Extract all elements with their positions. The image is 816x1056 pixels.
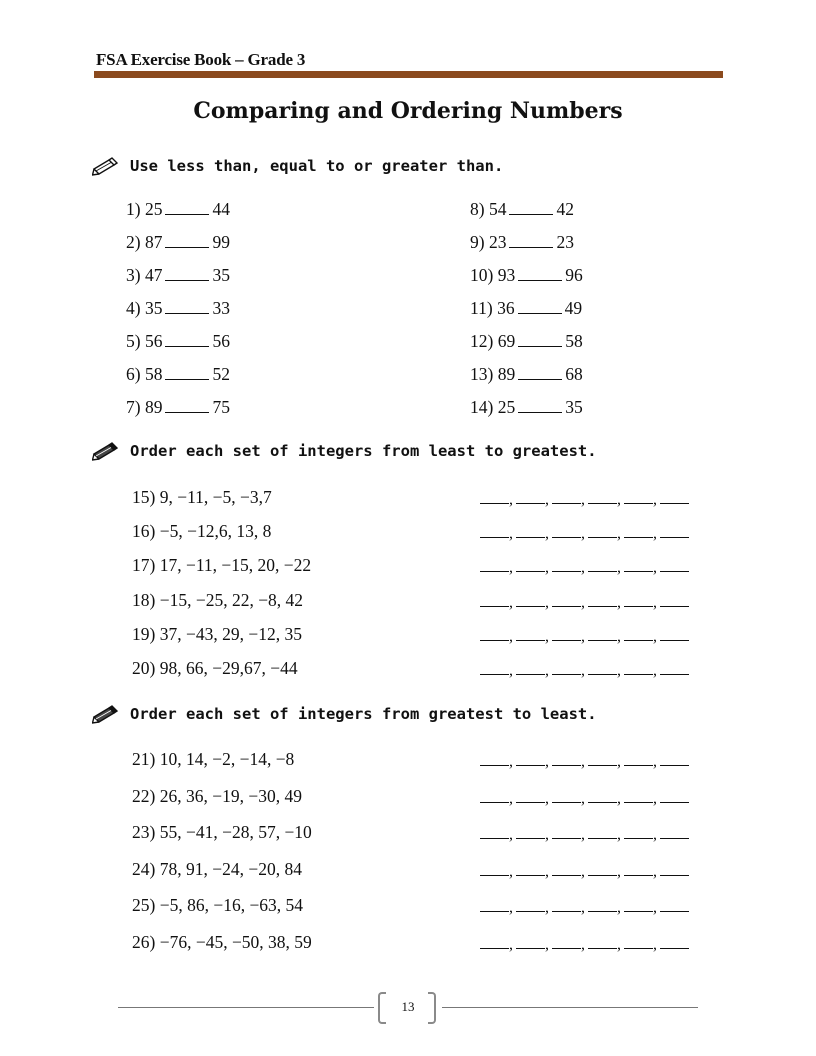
- answer-blank[interactable]: [588, 751, 617, 766]
- answer-blank[interactable]: [660, 489, 689, 504]
- separator: ,: [617, 662, 621, 679]
- answer-blank[interactable]: [518, 365, 562, 380]
- answer-blanks: [480, 660, 689, 680]
- separator: ,: [617, 627, 621, 645]
- answer-blank[interactable]: [552, 861, 581, 876]
- answer-blank[interactable]: [588, 523, 617, 538]
- comparison-problem: [470, 298, 582, 319]
- first-number: 89: [144, 397, 163, 417]
- section-1-heading: [92, 156, 503, 176]
- second-number: 68: [565, 364, 583, 384]
- answer-blank[interactable]: [509, 200, 553, 215]
- separator: ,: [581, 491, 585, 508]
- separator: ,: [653, 899, 657, 917]
- separator: ,: [509, 662, 513, 679]
- pencil-icon: [92, 156, 120, 176]
- separator: ,: [617, 862, 621, 880]
- answer-blanks: [480, 489, 689, 509]
- answer-blank[interactable]: [165, 200, 209, 215]
- answer-blank[interactable]: [165, 332, 209, 347]
- separator: ,: [617, 826, 621, 844]
- problem-number: 22): [132, 785, 156, 806]
- separator: ,: [581, 789, 585, 807]
- problem-number: 15): [132, 487, 156, 507]
- comparison-problem: [470, 364, 583, 385]
- answer-blanks: [480, 788, 689, 808]
- answer-blank[interactable]: [480, 897, 509, 912]
- separator: ,: [509, 826, 513, 844]
- answer-blank[interactable]: [624, 626, 653, 641]
- answer-blank[interactable]: [624, 751, 653, 766]
- problem-number: 2): [126, 232, 141, 252]
- answer-blanks: [480, 592, 689, 612]
- answer-blank[interactable]: [516, 523, 545, 538]
- comparison-problem: [126, 232, 230, 253]
- problem-number: 23): [132, 822, 156, 843]
- answer-blanks: [480, 824, 689, 844]
- answer-blank[interactable]: [588, 934, 617, 949]
- answer-blank[interactable]: [516, 934, 545, 949]
- answer-blank[interactable]: [624, 824, 653, 839]
- second-number: 23: [556, 232, 574, 252]
- problem-number: 25): [132, 895, 156, 916]
- answer-blank[interactable]: [660, 660, 689, 675]
- separator: ,: [581, 753, 585, 770]
- integer-set: 9, −11, −5, −3,7: [159, 487, 272, 507]
- answer-blank[interactable]: [516, 824, 545, 839]
- problem-number: 16): [132, 521, 156, 542]
- second-number: 56: [212, 331, 230, 351]
- problem-number: 21): [132, 749, 156, 769]
- integer-set: 37, −43, 29, −12, 35: [159, 623, 302, 644]
- answer-blank[interactable]: [518, 398, 562, 413]
- ordering-problem: [132, 658, 298, 679]
- separator: ,: [581, 936, 585, 953]
- comparison-problem: [126, 331, 230, 352]
- page-title: Comparing and Ordering Numbers: [193, 98, 623, 124]
- answer-blank[interactable]: [518, 299, 562, 314]
- separator: ,: [617, 525, 621, 543]
- separator: ,: [545, 491, 549, 508]
- second-number: 49: [564, 298, 583, 318]
- problem-number: 20): [132, 658, 156, 678]
- integer-set: −5, 86, −16, −63, 54: [159, 895, 304, 916]
- separator: ,: [617, 753, 621, 770]
- answer-blank[interactable]: [165, 266, 209, 281]
- integer-set: 78, 91, −24, −20, 84: [159, 858, 302, 879]
- separator: ,: [653, 862, 657, 880]
- section-1-instruction: Use less than, equal to or greater than.: [130, 157, 504, 175]
- answer-blank[interactable]: [516, 861, 545, 876]
- separator: ,: [509, 491, 513, 508]
- comparison-problem: [126, 397, 230, 418]
- answer-blank[interactable]: [552, 897, 581, 912]
- separator: ,: [545, 559, 549, 577]
- answer-blank[interactable]: [516, 557, 545, 572]
- second-number: 35: [565, 397, 583, 417]
- ordering-problem: [132, 786, 302, 807]
- problem-number: 7): [126, 397, 141, 417]
- ordering-problem: [132, 749, 294, 770]
- integer-set: −15, −25, 22, −8, 42: [159, 589, 304, 610]
- comparison-problem: [126, 265, 230, 286]
- separator: ,: [545, 899, 549, 917]
- problem-number: 8): [470, 199, 485, 219]
- second-number: 42: [556, 199, 574, 219]
- answer-blank[interactable]: [480, 489, 509, 504]
- separator: ,: [581, 826, 585, 844]
- answer-blank[interactable]: [552, 824, 581, 839]
- answer-blank[interactable]: [552, 934, 581, 949]
- answer-blank[interactable]: [516, 751, 545, 766]
- separator: ,: [545, 826, 549, 844]
- answer-blanks: [480, 523, 689, 543]
- separator: ,: [581, 899, 585, 917]
- second-number: 35: [212, 265, 230, 285]
- answer-blank[interactable]: [660, 626, 689, 641]
- answer-blank[interactable]: [480, 557, 509, 572]
- problem-number: 9): [470, 232, 485, 252]
- separator: ,: [509, 899, 513, 917]
- separator: ,: [545, 525, 549, 543]
- section-3-instruction: Order each set of integers from greatest to least.: [130, 705, 597, 723]
- second-number: 75: [212, 397, 230, 417]
- separator: ,: [545, 789, 549, 807]
- problem-number: 19): [132, 623, 156, 644]
- problem-number: 6): [126, 364, 141, 384]
- separator: ,: [653, 789, 657, 807]
- comparison-problem: [126, 298, 230, 319]
- section-2-heading: [92, 441, 597, 461]
- second-number: 44: [212, 199, 230, 219]
- section-2-instruction: Order each set of integers from least to greatest.: [130, 442, 597, 460]
- answer-blank[interactable]: [660, 751, 689, 766]
- comparison-problem: [470, 397, 583, 418]
- comparison-problem: [470, 331, 583, 352]
- ordering-problem: [132, 487, 272, 508]
- answer-blank[interactable]: [588, 626, 617, 641]
- page-number: 13: [401, 999, 415, 1014]
- answer-blank[interactable]: [516, 592, 545, 607]
- ordering-problem: [132, 555, 311, 576]
- separator: ,: [653, 491, 657, 508]
- problem-number: 14): [470, 397, 494, 417]
- first-number: 56: [144, 331, 163, 351]
- answer-blank[interactable]: [588, 788, 617, 803]
- second-number: 99: [212, 232, 230, 252]
- answer-blanks: [480, 861, 689, 881]
- answer-blank[interactable]: [480, 626, 509, 641]
- answer-blank[interactable]: [552, 489, 581, 504]
- comparison-problem: [470, 199, 574, 220]
- first-number: 87: [144, 232, 163, 252]
- separator: ,: [545, 862, 549, 880]
- separator: ,: [653, 525, 657, 543]
- first-number: 35: [144, 298, 163, 318]
- answer-blank[interactable]: [624, 592, 653, 607]
- answer-blank[interactable]: [516, 788, 545, 803]
- separator: ,: [581, 662, 585, 679]
- answer-blank[interactable]: [552, 788, 581, 803]
- separator: ,: [653, 753, 657, 770]
- answer-blank[interactable]: [660, 897, 689, 912]
- separator: ,: [617, 491, 621, 508]
- separator: ,: [545, 936, 549, 953]
- second-number: 96: [565, 265, 583, 285]
- first-number: 36: [497, 298, 515, 318]
- integer-set: −76, −45, −50, 38, 59: [159, 932, 312, 952]
- answer-blank[interactable]: [660, 861, 689, 876]
- separator: ,: [509, 627, 513, 645]
- first-number: 69: [497, 331, 516, 351]
- answer-blank[interactable]: [660, 592, 689, 607]
- integer-set: 55, −41, −28, 57, −10: [159, 822, 312, 843]
- answer-blank[interactable]: [588, 897, 617, 912]
- separator: ,: [617, 593, 621, 611]
- answer-blanks: [480, 557, 689, 577]
- answer-blank[interactable]: [588, 824, 617, 839]
- problem-number: 18): [132, 589, 156, 610]
- separator: ,: [581, 525, 585, 543]
- separator: ,: [581, 862, 585, 880]
- ordering-problem: [132, 590, 303, 611]
- answer-blank[interactable]: [480, 660, 509, 675]
- second-number: 52: [212, 364, 230, 384]
- answer-blank[interactable]: [518, 266, 562, 281]
- ordering-problem: [132, 932, 312, 953]
- problem-number: 5): [126, 331, 141, 351]
- separator: ,: [617, 789, 621, 807]
- answer-blank[interactable]: [624, 489, 653, 504]
- answer-blank[interactable]: [660, 523, 689, 538]
- answer-blank[interactable]: [588, 592, 617, 607]
- answer-blank[interactable]: [552, 751, 581, 766]
- separator: ,: [653, 559, 657, 577]
- answer-blank[interactable]: [588, 489, 617, 504]
- answer-blank[interactable]: [518, 332, 562, 347]
- separator: ,: [617, 899, 621, 917]
- answer-blanks: [480, 934, 689, 954]
- separator: ,: [545, 753, 549, 770]
- first-number: 23: [488, 232, 507, 252]
- problem-number: 13): [470, 364, 494, 384]
- second-number: 58: [565, 331, 583, 351]
- separator: ,: [509, 593, 513, 611]
- problem-number: 17): [132, 555, 156, 576]
- section-3-heading: [92, 704, 597, 724]
- answer-blank[interactable]: [624, 660, 653, 675]
- answer-blank[interactable]: [516, 897, 545, 912]
- separator: ,: [653, 826, 657, 844]
- first-number: 93: [497, 265, 516, 285]
- separator: ,: [617, 936, 621, 953]
- separator: ,: [509, 559, 513, 577]
- ordering-problem: [132, 822, 312, 843]
- answer-blank[interactable]: [480, 788, 509, 803]
- ordering-problem: [132, 895, 303, 916]
- comparison-problem: [126, 199, 230, 220]
- answer-blank[interactable]: [660, 557, 689, 572]
- problem-number: 4): [126, 298, 141, 318]
- problem-number: 26): [132, 932, 156, 952]
- answer-blank[interactable]: [588, 660, 617, 675]
- comparison-problem: [470, 265, 583, 286]
- first-number: 54: [488, 199, 507, 219]
- answer-blank[interactable]: [624, 897, 653, 912]
- answer-blank[interactable]: [552, 523, 581, 538]
- answer-blank[interactable]: [660, 934, 689, 949]
- integer-set: −5, −12,6, 13, 8: [159, 521, 272, 542]
- answer-blank[interactable]: [552, 592, 581, 607]
- integer-set: 98, 66, −29,67, −44: [159, 658, 298, 678]
- answer-blank[interactable]: [165, 365, 209, 380]
- ordering-problem: [132, 859, 302, 880]
- separator: ,: [545, 593, 549, 611]
- footer-rule-left: [118, 1007, 374, 1008]
- answer-blank[interactable]: [480, 824, 509, 839]
- answer-blank[interactable]: [480, 934, 509, 949]
- integer-set: 10, 14, −2, −14, −8: [159, 749, 295, 769]
- book-header: FSA Exercise Book – Grade 3: [96, 50, 306, 69]
- answer-blank[interactable]: [624, 557, 653, 572]
- problem-number: 10): [470, 265, 494, 285]
- separator: ,: [509, 936, 513, 953]
- separator: ,: [509, 525, 513, 543]
- answer-blank[interactable]: [480, 523, 509, 538]
- answer-blank[interactable]: [480, 861, 509, 876]
- problem-number: 12): [470, 331, 494, 351]
- answer-blank[interactable]: [624, 788, 653, 803]
- separator: ,: [581, 559, 585, 577]
- comparison-problem: [470, 232, 574, 253]
- pencil-icon: [92, 441, 120, 461]
- separator: ,: [653, 936, 657, 953]
- answer-blank[interactable]: [509, 233, 553, 248]
- answer-blank[interactable]: [624, 934, 653, 949]
- integer-set: 26, 36, −19, −30, 49: [159, 785, 302, 806]
- answer-blank[interactable]: [516, 660, 545, 675]
- answer-blank[interactable]: [552, 660, 581, 675]
- answer-blank[interactable]: [588, 861, 617, 876]
- answer-blank[interactable]: [552, 557, 581, 572]
- separator: ,: [509, 789, 513, 807]
- answer-blank[interactable]: [660, 824, 689, 839]
- answer-blank[interactable]: [516, 626, 545, 641]
- problem-number: 11): [470, 298, 493, 318]
- problem-number: 1): [126, 199, 141, 219]
- pencil-icon: [92, 704, 120, 724]
- problem-number: 3): [126, 265, 141, 285]
- answer-blank[interactable]: [588, 557, 617, 572]
- answer-blanks: [480, 626, 689, 646]
- first-number: 47: [144, 265, 163, 285]
- separator: ,: [509, 753, 513, 770]
- separator: ,: [653, 627, 657, 645]
- second-number: 33: [212, 298, 230, 318]
- comparison-problem: [126, 364, 230, 385]
- first-number: 89: [497, 364, 516, 384]
- answer-blank[interactable]: [165, 233, 209, 248]
- answer-blank[interactable]: [165, 299, 209, 314]
- answer-blank[interactable]: [624, 861, 653, 876]
- answer-blank[interactable]: [165, 398, 209, 413]
- separator: ,: [653, 593, 657, 611]
- separator: ,: [581, 627, 585, 645]
- separator: ,: [581, 593, 585, 611]
- separator: ,: [509, 862, 513, 880]
- ordering-problem: [132, 521, 271, 542]
- answer-blank[interactable]: [624, 523, 653, 538]
- first-number: 58: [144, 364, 163, 384]
- problem-number: 24): [132, 858, 156, 879]
- integer-set: 17, −11, −15, 20, −22: [159, 555, 312, 576]
- answer-blanks: [480, 897, 689, 917]
- answer-blank[interactable]: [516, 489, 545, 504]
- answer-blank[interactable]: [480, 592, 509, 607]
- separator: ,: [617, 559, 621, 577]
- separator: ,: [653, 662, 657, 679]
- header-rule: [94, 71, 723, 78]
- first-number: 25: [144, 199, 163, 219]
- footer-rule-right: [442, 1007, 698, 1008]
- ordering-problem: [132, 624, 302, 645]
- separator: ,: [545, 627, 549, 645]
- answer-blank[interactable]: [660, 788, 689, 803]
- answer-blank[interactable]: [552, 626, 581, 641]
- first-number: 25: [497, 397, 516, 417]
- answer-blank[interactable]: [480, 751, 509, 766]
- answer-blanks: [480, 751, 689, 771]
- separator: ,: [545, 662, 549, 679]
